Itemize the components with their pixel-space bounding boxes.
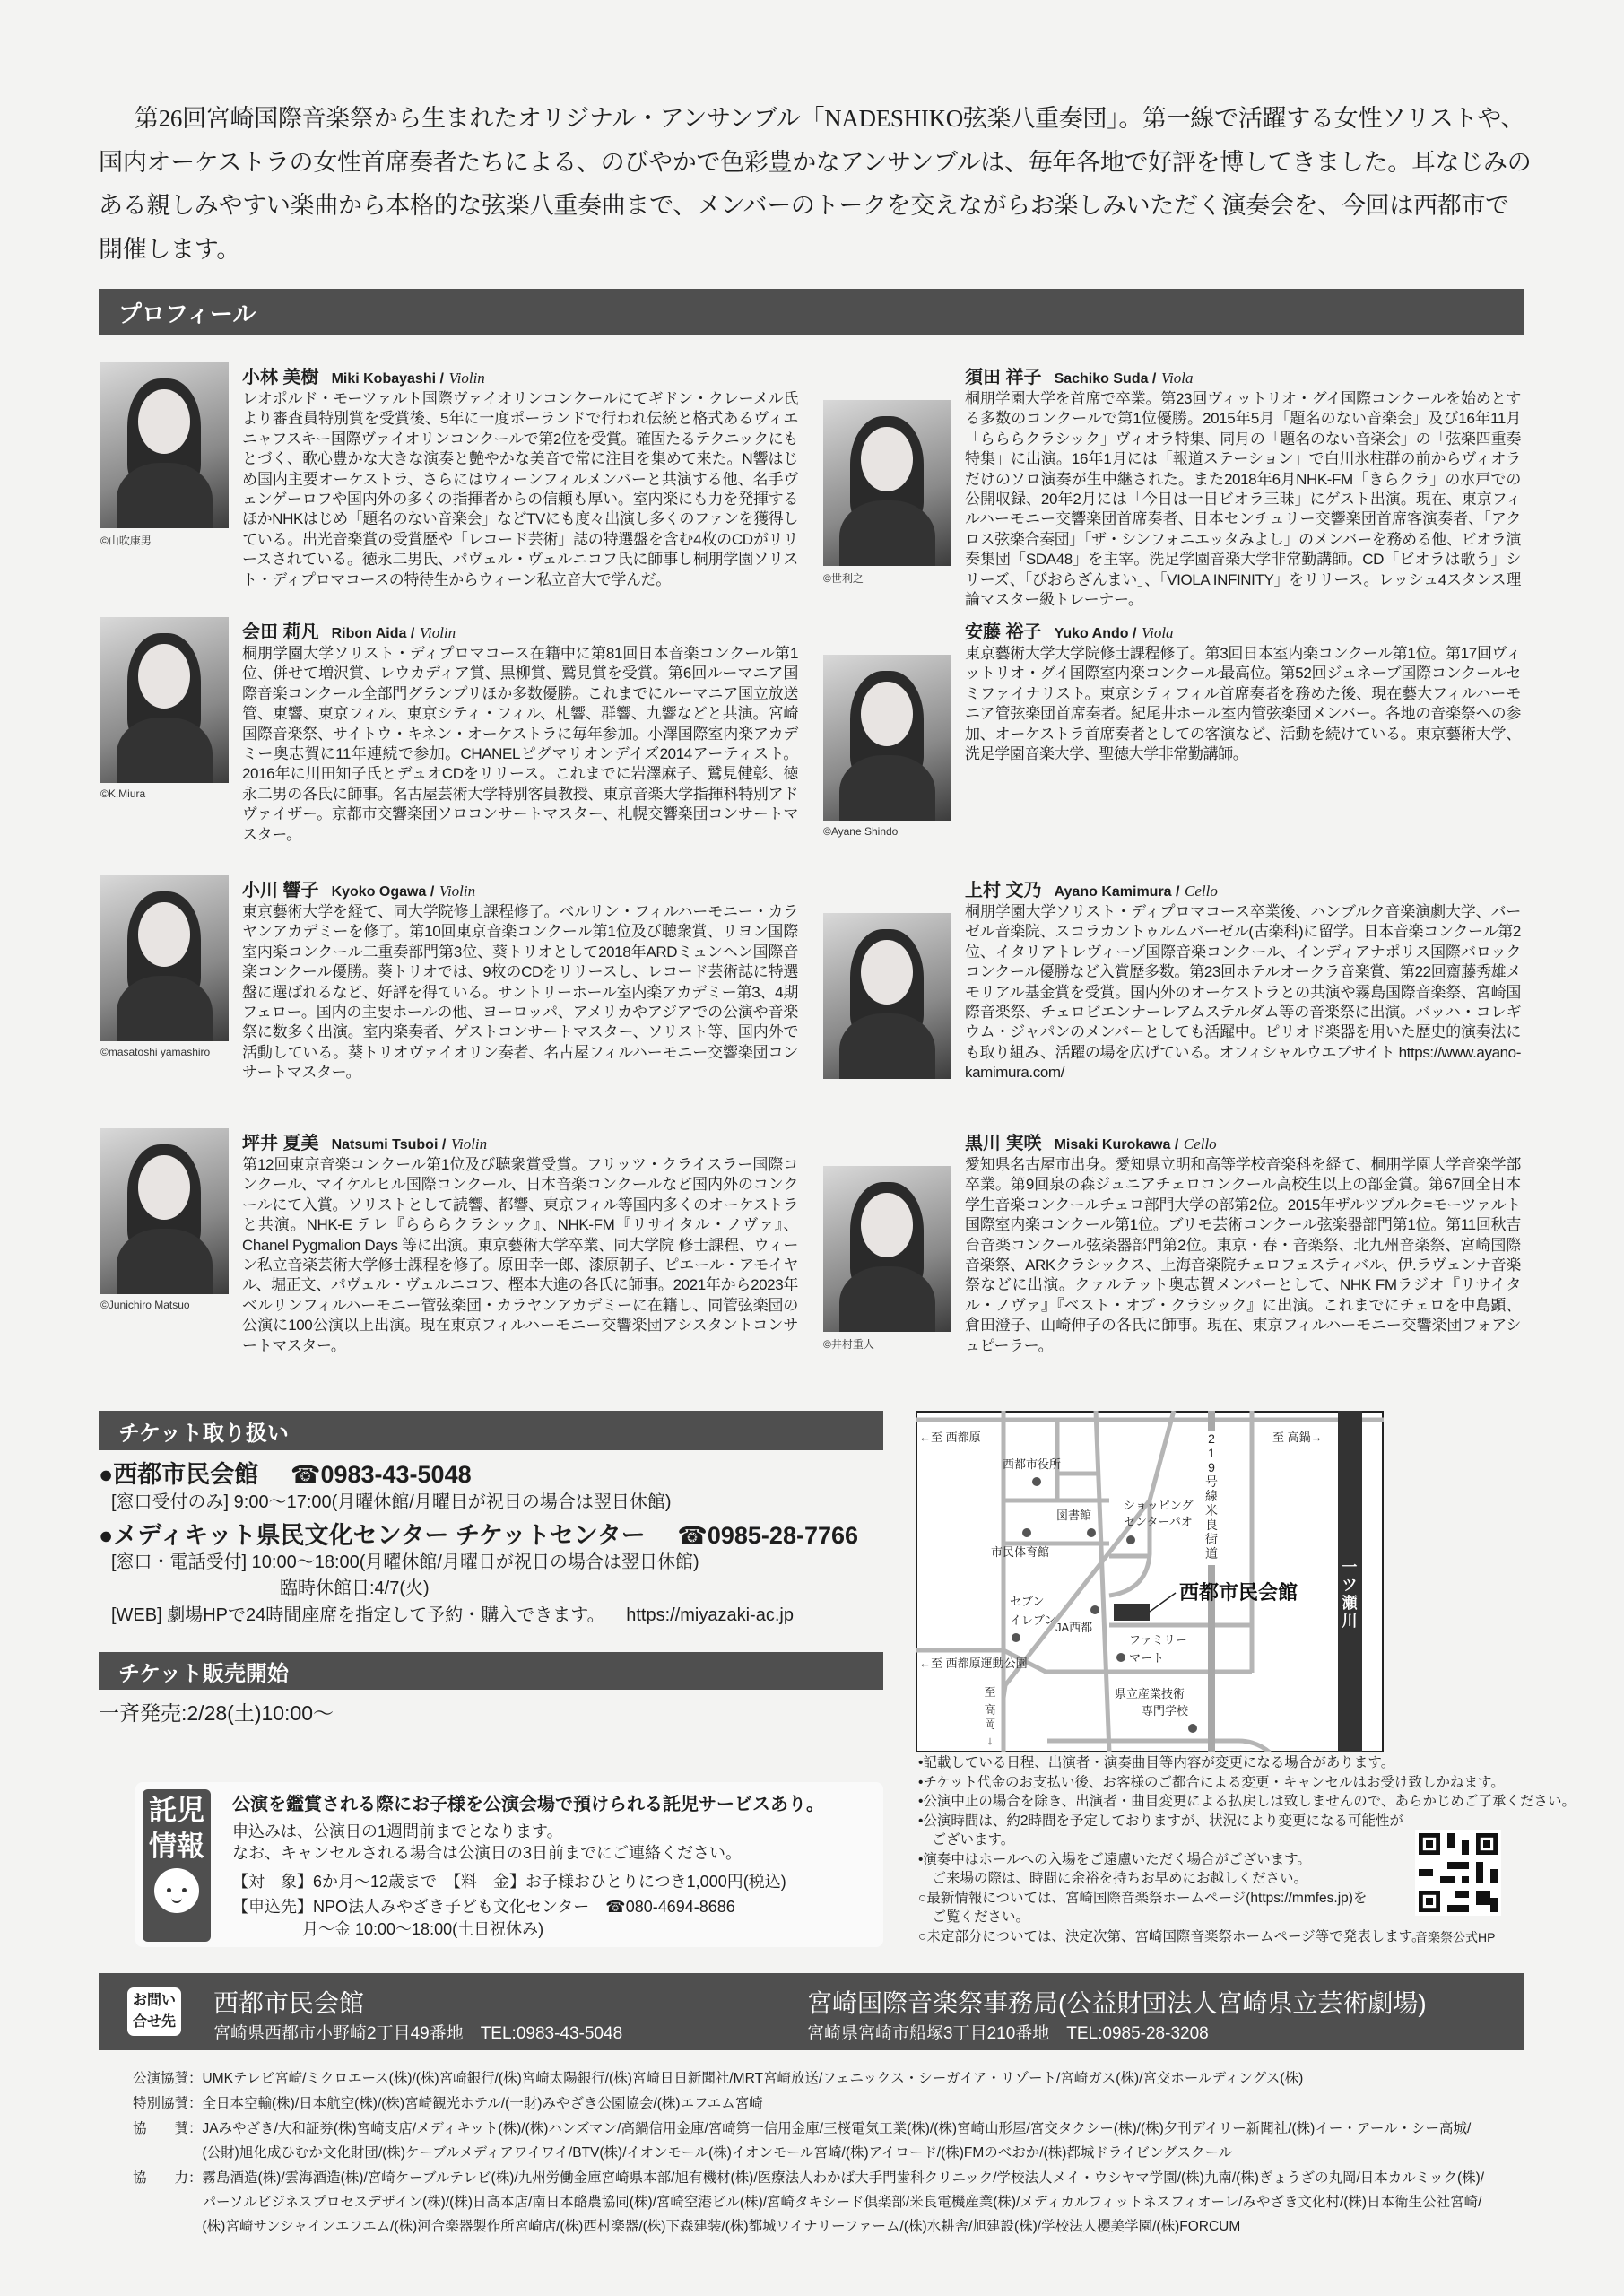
performer-photo xyxy=(823,400,951,566)
contact-bar xyxy=(99,1973,1524,2050)
performer-name-en: Yuko Ando / xyxy=(1054,626,1137,641)
performer-bio: 東京藝術大学大学院修士課程修了。第3回日本室内楽コンクール第1位。第17回ヴィットリオ・グイ国際室内楽コンクール最高位。第52回ジュネーブ国際コンクールセミファイナリスト。東京シティフィル首席奏者を務めた後、現在藝大フィルハーモニア管弦楽団首席奏者。紀尾井ホール室内管弦楽団メンバー。各地の音楽祭への参加、オーケストラ首席奏者としての客演など、活動を続けている。東京藝術大学、洗足学園音楽大学、聖徳大学非常勤講師。 xyxy=(965,645,1521,763)
sales-header-label: チケット販売開始 xyxy=(118,1661,289,1686)
venue1-name: ●西都市民会館 xyxy=(99,1461,259,1488)
note-line: •公演時間は、約2時間を予定しておりますが、状況により変更になる可能性が xyxy=(918,1813,1404,1829)
performer-photo xyxy=(823,655,951,821)
photo-credit: ©山吹康男 xyxy=(100,535,152,547)
sponsor-line: 公演協賛：UMKテレビ宮崎/ミクロエース(株)/(株)宮崎銀行/(株)宮崎太陽銀行/(株)宮崎日日新聞社/MRT宮崎放送/フェニックス・シーガイア・リゾート/宮崎ガス(株)/宮交ホールディングス(株) xyxy=(133,2071,1304,2086)
profile-section-header xyxy=(99,289,1524,335)
note-line: •演奏中はホールへの入場をご遠慮いただく場合がございます。 xyxy=(918,1851,1311,1867)
performer-name xyxy=(965,362,1194,388)
performer-instrument: Violin xyxy=(439,883,476,900)
sponsor-line: 協 力：霧島酒造(株)/雲海酒造(株)/宮崎ケーブルテレビ(株)/九州労働金庫宮崎県本部/旭有機材(株)/医療法人わかば大手門歯科クリニック/学校法人メイ・ウシヤマ学園/(株)九南/(株)ぎょうざの丸岡/日本カルミック(株)/ xyxy=(133,2170,1485,2186)
qr-label: 音楽祭公式HP xyxy=(1415,1930,1496,1944)
performer-name-en: Natsumi Tsuboi / xyxy=(331,1137,447,1152)
performer-instrument: Violin xyxy=(448,370,485,387)
intro-line: 国内オーケストラの女性首席奏者たちによる、のびやかで色彩豊かなアンサンブルは、毎年各地で好評を博してきました。耳なじみの xyxy=(99,148,1532,176)
ticket-section-header xyxy=(99,1411,883,1450)
note-line: ございます。 xyxy=(918,1832,1015,1848)
map-label: 県立産業技術 xyxy=(1115,1687,1185,1700)
childcare-line: 【対 象】6か月〜12歳まで 【料 金】お子様おひとりにつき1,000円(税込) xyxy=(232,1873,786,1891)
venue2-hours: [窓口・電話受付] 10:00〜18:00(月曜休館/月曜日が祝日の場合は翌日休館) xyxy=(111,1552,699,1572)
performer-name-ja: 安藤 裕子 xyxy=(965,622,1042,642)
performer-name-ja: 上村 文乃 xyxy=(965,881,1042,900)
performer-name xyxy=(965,1128,1217,1154)
performer-instrument: Viola xyxy=(1141,624,1174,641)
photo-credit: ©世利之 xyxy=(823,572,864,585)
performer-name-en: Ayano Kamimura / xyxy=(1054,884,1180,900)
performer-name-en: Ribon Aida / xyxy=(331,626,415,641)
sales-date: 一斉発売:2/28(土)10:00〜 xyxy=(99,1701,334,1725)
sponsor-line: (株)宮崎サンシャインエフエム/(株)河合楽器製作所宮崎店/(株)西村楽器/(株)下森建装/(株)都城ワイナリーファーム/(株)水耕舎/旭建設(株)/学校法人櫻美学園/(株)FORCUM xyxy=(133,2219,1241,2234)
map-label: JA西都 xyxy=(1055,1621,1093,1634)
map-label: 至 高鍋→ xyxy=(1272,1431,1323,1444)
web-line xyxy=(111,1600,794,1626)
route-char: 良 xyxy=(1205,1518,1218,1532)
performer-bio: 桐朋学園大学を首席で卒業。第23回ヴィットリオ・グイ国際コンクールを始めとする多数のコンクールで第1位優勝。2015年5月「題名のない音楽会」及び16年11月「らららクラシック」ヴィオラ特集、同月の「題名のない音楽会」の「弦楽四重奏特集」に出演。16年1月には「報道ステーション」で白川氷柱群の前からヴィオラだけのソロ演奏が生中継された。また2018年6月NHK-FM「きらクラ」の水戸での公開収録、20年2月には「今日は一日ビオラ三昧」にゲスト出演。現在、東京フィルハーモニー交響楽団首席奏者、日本センチュリー交響楽団首席客演奏者、「アクロス弦楽合奏団」「ザ・シンフォニエッタみよし」のメンバーを務める他、ビオラ演奏集団「SDA48」を主宰。洗足学園音楽大学非常勤講師。CD「ビオラは歌う」シリーズ、「びおらざんまい」、「VIOLA INFINITY」をリリース。レッシュ4スタンス理論マスター級トレーナー。 xyxy=(965,390,1521,609)
map-label: セブン xyxy=(1010,1595,1045,1608)
performer-name-ja: 黒川 実咲 xyxy=(965,1134,1042,1153)
performer-bio: 愛知県名古屋市出身。愛知県立明和高等学校音楽科を経て、桐朋学園大学音楽学部卒業。第9回泉の森ジュニアチェロコンクール高校生以上の部金賞。第67回全日本学生音楽コンクールチェロ部門大学の部第2位。2015年ザルツブルク=モーツァルト国際室内楽コンクール第1位。ブリモ芸術コンクール弦楽器部門第1位。第11回秋吉台音楽コンクール弦楽器部門第2位。東京・春・音楽祭、北九州音楽祭、宮崎国際音楽祭、ARKクラシックス、上海音楽院チェロフェスティバル、伊.ラヴェンナ音楽祭などに出演。クァルテット奥志賀メンバーとして、NHK FMラジオ『リサイタル・ノヴァ』『ベスト・オブ・クラシック』に出演。これまでにチェロを中島顕、倉田澄子、山崎伸子の各氏に師事。現在、東京フィルハーモニー交響楽団フォアシュピーラー。 xyxy=(965,1156,1521,1354)
venue1-phone: ☎0983-43-5048 xyxy=(290,1461,472,1488)
map-label: ↓ xyxy=(986,1734,994,1747)
profile-card xyxy=(823,875,1541,1126)
route-char: 2 xyxy=(1208,1431,1215,1446)
photo-credit: ©masatoshi yamashiro xyxy=(100,1046,211,1058)
profile-card xyxy=(100,617,818,868)
profile-card xyxy=(100,1128,818,1379)
library-dot xyxy=(1087,1528,1096,1537)
contact-badge-line: お問い xyxy=(132,1993,176,2008)
performer-bio: 桐朋学園大学ソリスト・ディプロマコース在籍中に第81回日本音楽コンクール第1位、併せて増沢賞、レウカディア賞、黒柳賞、鷲見賞を受賞。第6回ルーマニア国際音楽コンクール全部門グランプリほか多数優勝。これまでにルーマニア国立放送管、東響、東京フィル、東京シティ・フィル、札響、群響、九響などと共演。宮崎国際音楽祭、サイトウ・キネン・オーケストラに毎年参加。小澤国際室内楽アカデミー奥志賀に11年連続で参加。CHANELピグマリオンデイズ2014アーティスト。2016年に川田知子氏とデュオCDをリリース。これまでに岩澤麻子、鷲見健彰、徳永二男の各氏に師事。名古屋芸術大学特別客員教授、東京音楽大学指揮科特別アドヴァイザー。京都市交響楽団ソロコンサートマスター、札幌交響楽団コンサートマスター。 xyxy=(242,645,798,843)
childcare-headline: 公演を鑑賞される際にお子様を公演会場で預けられる託児サービスあり。 xyxy=(232,1795,824,1814)
performer-photo xyxy=(100,875,229,1041)
map-label: 岡 xyxy=(984,1718,996,1731)
contact-badge-line: 合せ先 xyxy=(132,2014,176,2030)
performer-name-ja: 小林 美樹 xyxy=(242,368,319,387)
performer-instrument: Violin xyxy=(419,624,456,641)
note-line: ご来場の際は、時間に余裕を持ちお早めにお越しください。 xyxy=(918,1871,1308,1886)
web-description: [WEB] 劇場HPで24時間座席を指定して予約・購入できます。 xyxy=(111,1605,605,1625)
map-label: イレブン xyxy=(1010,1613,1056,1627)
sponsor-line: パーソルビジネスプロセスデザイン(株)/(株)日髙本店/南日本酪農協同(株)/宮崎空港ビル(株)/宮崎タキシード倶楽部/米良電機産業(株)/メディカルフィットネスフィオーレ/みやざき文化村/(株)日本衛生公社宮崎/ xyxy=(133,2195,1482,2210)
qr-code[interactable] xyxy=(1415,1830,1501,1916)
map-label: 市民体育館 xyxy=(991,1545,1050,1559)
note-line: ご覧ください。 xyxy=(918,1909,1030,1925)
performer-bio: レオポルド・モーツァルト国際ヴァイオリンコンクールにてギドン・クレーメル氏より審査員特別賞を受賞後、5年に一度ポーランドで行われ伝統と格式あるヴィエニャフスキー国際ヴァイオリンコンクールで第2位を受賞。確固たるテクニックにもとづく、歌心豊かな大きな演奏と艶やかな美音で常に注目を集めて来た。N響はじめ国内主要オーケストラ、さらにはウィーンフィルメンバーと共演する他、名手ヴェンゲーロフや国内外の多くの指揮者からの信頼も厚い。室内楽にも力を発揮するほかNHKはじめ「題名のない音楽会」などTVにも度々出演し多くのファンを獲得している。出光音楽賞の受賞歴や「レコード芸術」誌の特選盤を含む4枚のCDがリリースされている。徳永二男氏、パヴェル・ヴェルニコフ氏に師事し桐朋学園ソリスト・ディプロマコースの特待生からウィーン私立音大で学んだ。 xyxy=(242,390,798,588)
venue1-line xyxy=(99,1455,472,1490)
performer-bio: 桐朋学園大学ソリスト・ディプロマコース卒業後、ハンブルク音楽演劇大学、バーゼル音楽院、スコラカントゥルムバーゼル(古楽科)に留学。日本音楽コンクール第2位、イタリアトレヴィーゾ国際音楽コンクール、インディアナポリス国際バロックコンクール優勝など入賞歴多数。第23回ホテルオークラ音楽賞、第22回齋藤秀雄メモリアル基金賞を受賞。国内外のオーケストラとの共演や霧島国際音楽祭、宮崎国際音楽祭、チェロビエンナーレアムステルダム等の音楽祭に出演。バッハ・コレギウム・ジャパンのメンバーとしても活躍中。ピリオド楽器を用いた歴史的演奏法にも取り組み、活躍の場を広げている。オフィシャルウエブサイト https://www.ayano-kamimura.com/ xyxy=(965,903,1521,1082)
note-line: •チケット代金のお支払い後、お客様のご都合による変更・キャンセルはお受け致しかねます。 xyxy=(918,1774,1505,1790)
performer-name-ja: 坪井 夏美 xyxy=(242,1134,319,1153)
note-line: ○未定部分については、決定次第、宮崎国際音楽祭ホームページ等で発表します。 xyxy=(918,1928,1426,1944)
photo-credit: ©Junichiro Matsuo xyxy=(100,1299,190,1311)
shopping-dot xyxy=(1126,1535,1135,1544)
venue2-line xyxy=(99,1516,858,1551)
map-label: マート xyxy=(1129,1651,1165,1665)
profile-header-label: プロフィール xyxy=(118,300,256,327)
map-frame xyxy=(916,1412,1383,1752)
map-label: 高 xyxy=(984,1703,996,1717)
intro-line: ある親しみやすい楽曲から本格的な弦楽八重奏曲まで、メンバーのトークを交えながらお楽しみいただく演奏会を、今回は西都市で xyxy=(99,192,1509,219)
contact-org1: 西都市民会館 xyxy=(213,1989,365,2017)
performer-photo xyxy=(100,617,229,783)
childcare-badge-line: 託児 xyxy=(149,1795,204,1826)
performer-instrument: Violin xyxy=(450,1135,488,1152)
performer-name xyxy=(242,362,485,388)
access-map xyxy=(916,1411,1384,1752)
photo-credit: ©井村重人 xyxy=(823,1338,874,1351)
intro-line: 第26回宮崎国際音楽祭から生まれたオリジナル・アンサンブル「NADESHIKO弦楽八重奏団」。第一線で活躍する女性ソリストや、 xyxy=(135,105,1525,132)
performer-name-en: Misaki Kurokawa / xyxy=(1054,1137,1179,1152)
map-label: センターパオ xyxy=(1124,1515,1193,1528)
gym-dot xyxy=(1022,1528,1031,1537)
map-label: ←至 西都原 xyxy=(919,1431,981,1444)
performer-name xyxy=(242,617,456,643)
performer-bio: 第12回東京音楽コンクール第1位及び聴衆賞受賞。フリッツ・クライスラー国際コンクール、マイケルヒル国際コンクール、日本音楽コンクールなど国内外のコンクールにて入賞。ソリストとして読響、都響、東京フィル等国内多くのオーケストラと共演。NHK-E テレ『らららクラシック』、NHK-FM『リサイタル・ノヴァ』、Chanel Pygmalion Days 等に出演。東京藝術大学卒業、同大学院 修士課程、ウィーン私立音楽芸術大学修士課程を修了。原田幸一郎、漆原朝子、ピエール・アモイヤル、堀正文、パヴェル・ヴェルニコフ、樫本大進の各氏に師事。2021年から2023年ベルリンフィルハーモニー管弦楽団・カラヤンアカデミーに在籍し、同管弦楽団の公演に100公演以上出演。現在東京フィルハーモニー交響楽団アシスタントコンサートマスター。 xyxy=(242,1156,798,1354)
sponsor-line: 特別協賛：全日本空輸(株)/日本航空(株)/(株)宮崎観光ホテル/(一財)みやざき公園協会/(株)エフエム宮崎 xyxy=(133,2096,763,2111)
note-line: •公演中止の場合を除き、出演者・曲目変更による払戻しは致しませんので、あらかじめご了承ください。 xyxy=(918,1794,1576,1809)
performer-name xyxy=(965,617,1174,643)
baby-face-icon xyxy=(154,1868,199,1913)
profile-card xyxy=(100,875,818,1126)
performer-name-en: Sachiko Suda / xyxy=(1054,371,1157,387)
performer-photo xyxy=(823,913,951,1079)
school-dot xyxy=(1188,1724,1197,1733)
venue2-closed-day: 臨時休館日:4/7(火) xyxy=(280,1578,430,1598)
profile-card xyxy=(823,617,1541,868)
venue1-hours: [窓口受付のみ] 9:00〜17:00(月曜休館/月曜日が祝日の場合は翌日休館) xyxy=(111,1492,672,1512)
intro-line: 開催します。 xyxy=(99,235,241,263)
map-label: 専門学校 xyxy=(1142,1704,1189,1718)
profile-card xyxy=(823,1128,1541,1379)
contact-badge xyxy=(127,1987,181,2036)
venue-building-marker xyxy=(1114,1604,1150,1621)
ja-dot xyxy=(1090,1605,1099,1614)
performer-instrument: Cello xyxy=(1185,883,1218,900)
performer-bio: 東京藝術大学を経て、同大学院修士課程修了。ベルリン・フィルハーモニー・カラヤンアカデミーを修了。第10回東京音楽コンクール第1位及び聴衆賞、リヨン国際室内楽コンクール二重奏部門第3位、葵トリオとして2018年ARDミュンヘン国際音楽コンクール優勝。葵トリオでは、9枚のCDをリリースし、レコード芸術誌に特選盤に選ばれるなど、好評を得ている。サントリーホール室内楽アカデミー第3、4期フェロー。国内の主要ホールの他、ヨーロッパ、アメリカやアジアでの公演や音楽祭に数多く出演。室内楽奏者、ゲストコンサートマスター、ソリスト等、国内外で活動している。葵トリオヴァイオリン奏者、名古屋フィルハーモニー交響楽団コンサートマスター。 xyxy=(242,903,798,1082)
map-label: 西都市役所 xyxy=(1003,1457,1062,1471)
route-char: 線 xyxy=(1205,1489,1218,1503)
city-hall-dot xyxy=(1032,1477,1041,1486)
sponsor-line: (公財)旭化成ひむか文化財団/(株)ケーブルメディアワイワイ/BTV(株)/イオンモール(株)イオンモール宮崎/(株)アイロード/(株)FMのべおか/(株)都城ドライビングスクール xyxy=(133,2145,1233,2161)
childcare-line: 【申込先】NPO法人みやざき子ども文化センター ☎080-4694-8686 xyxy=(232,1898,735,1916)
performer-name-ja: 小川 響子 xyxy=(242,881,319,900)
map-label: ←至 西都原運動公園 xyxy=(919,1657,1028,1670)
intro-paragraph xyxy=(99,97,1533,271)
map-label: 至 xyxy=(984,1685,996,1699)
performer-name-ja: 須田 祥子 xyxy=(965,368,1042,387)
childcare-line: なお、キャンセルされる場合は公演日の3日前までにご連絡ください。 xyxy=(232,1844,743,1862)
venue2-name: ●メディキット県民文化センター チケットセンター xyxy=(99,1522,646,1549)
river-char: 一 xyxy=(1342,1559,1358,1576)
ticket-header-label: チケット取り扱い xyxy=(118,1421,289,1446)
contact-org2: 宮崎国際音楽祭事務局(公益財団法人宮崎県立芸術劇場) xyxy=(807,1989,1427,2017)
contact-addr1: 宮崎県西都市小野崎2丁目49番地 TEL:0983-43-5048 xyxy=(213,2024,623,2043)
childcare-line: 月〜金 10:00〜18:00(土日祝休み) xyxy=(302,1920,544,1938)
performer-name-en: Miki Kobayashi / xyxy=(331,371,444,387)
photo-credit: ©K.Miura xyxy=(100,787,146,800)
river-char: 川 xyxy=(1342,1613,1358,1630)
venue2-phone: ☎0985-28-7766 xyxy=(677,1522,859,1549)
performer-photo xyxy=(100,362,229,528)
sponsor-line: 協 賛：JAみやざき/大和証券(株)宮崎支店/メディキット(株)/(株)ハンズマン/高鍋信用金庫/宮崎第一信用金庫/三桜電気工業(株)/(株)宮崎山形屋/宮交タクシー(株)/(株)夕刊デイリー新聞社/(株)イー・アール・シー高城/ xyxy=(133,2121,1472,2136)
note-line: ○最新情報については、宮崎国際音楽祭ホームページ(https://mmfes.jp)を xyxy=(918,1890,1368,1906)
profile-card xyxy=(823,362,1541,613)
performer-name-ja: 会田 莉凡 xyxy=(242,622,319,642)
sales-section-header xyxy=(99,1652,883,1690)
web-url-link[interactable]: https://miyazaki-ac.jp xyxy=(626,1605,794,1625)
childcare-badge-line: 情報 xyxy=(149,1831,204,1862)
map-label: ファミリー xyxy=(1129,1633,1187,1647)
performer-name xyxy=(242,1128,487,1154)
note-line: •記載している日程、出演者・演奏曲目等内容が変更になる場合があります。 xyxy=(918,1755,1395,1770)
river-char: ツ xyxy=(1342,1577,1358,1594)
performer-photo xyxy=(100,1128,229,1294)
family-mart-dot xyxy=(1116,1653,1125,1662)
route-char: 1 xyxy=(1208,1446,1215,1460)
photo-credit: ©Ayane Shindo xyxy=(823,825,899,838)
route-char: 9 xyxy=(1208,1460,1215,1474)
route-char: 号 xyxy=(1205,1474,1218,1489)
childcare-line: 申込みは、公演日の1週間前までとなります。 xyxy=(232,1822,563,1840)
performer-name-en: Kyoko Ogawa / xyxy=(331,884,435,900)
performer-name xyxy=(242,875,475,901)
performer-photo xyxy=(823,1166,951,1332)
profile-card xyxy=(100,362,818,613)
map-venue-label: 西都市民会館 xyxy=(1179,1581,1298,1604)
performer-name xyxy=(965,875,1218,901)
performer-instrument: Viola xyxy=(1160,370,1194,387)
childcare-box xyxy=(135,1782,883,1947)
map-label: 図書館 xyxy=(1056,1509,1092,1522)
childcare-badge xyxy=(143,1789,211,1942)
route-char: 米 xyxy=(1205,1503,1218,1518)
river-label xyxy=(1342,1559,1359,1630)
route-char: 街 xyxy=(1205,1532,1218,1546)
map-label: ショッピング xyxy=(1124,1499,1194,1512)
performer-instrument: Cello xyxy=(1183,1135,1217,1152)
contact-addr2: 宮崎県宮崎市船塚3丁目210番地 TEL:0985-28-3208 xyxy=(807,2024,1209,2043)
qr-code-icon xyxy=(1419,1833,1498,1912)
seven-eleven-dot xyxy=(1012,1633,1020,1642)
river-char: 瀬 xyxy=(1342,1595,1358,1612)
route-char: 道 xyxy=(1205,1546,1218,1561)
